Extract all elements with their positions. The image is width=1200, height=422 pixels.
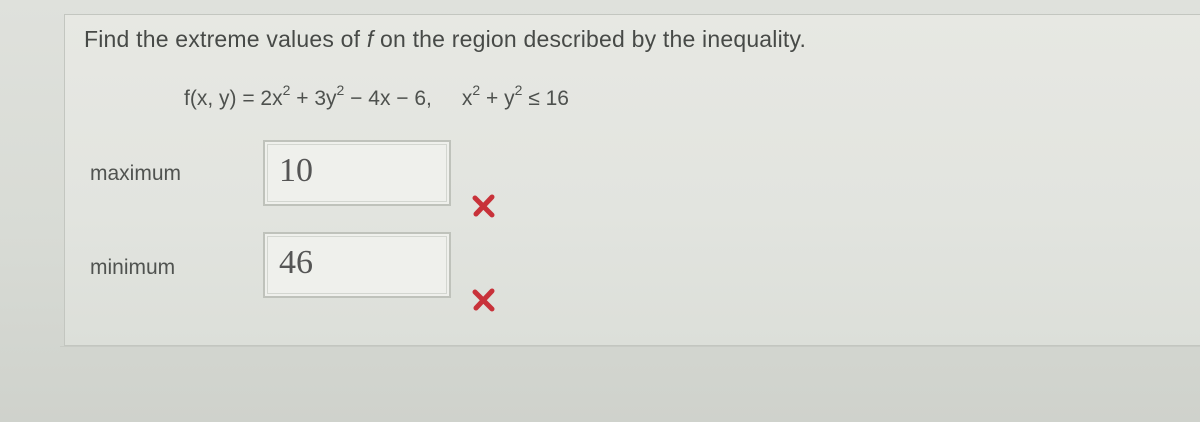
maximum-answer-field[interactable] [263, 140, 451, 206]
question-text [84, 26, 806, 53]
panel-bottom-edge [60, 346, 1200, 357]
question-prefix: Find the extreme values of [84, 26, 367, 52]
minimum-answer-value: 46 [279, 244, 313, 281]
formula-lhs: f(x, y) = 2x [184, 87, 283, 110]
maximum-answer-value: 10 [279, 152, 313, 189]
function-formula [184, 84, 569, 111]
formula-part-b: + 3y [290, 87, 337, 110]
x-mark-icon [472, 288, 496, 312]
constraint-a: x [461, 87, 473, 110]
minimum-answer-field[interactable] [263, 232, 451, 298]
constraint-c: ≤ 16 [522, 87, 569, 110]
constraint-exp-d: 2 [514, 82, 523, 98]
formula-exp-a: 2 [282, 82, 291, 98]
x-mark-icon [472, 194, 496, 218]
question-panel [64, 14, 1200, 346]
minimum-label: minimum [90, 256, 176, 279]
constraint-exp-c: 2 [472, 82, 481, 98]
formula-exp-b: 2 [336, 82, 345, 98]
question-func-letter: f [366, 26, 374, 52]
formula-part-c: − 4x − 6, [344, 87, 432, 110]
constraint-b: + y [480, 87, 515, 110]
maximum-label: maximum [90, 162, 182, 185]
question-suffix: on the region described by the inequality. [373, 26, 807, 52]
